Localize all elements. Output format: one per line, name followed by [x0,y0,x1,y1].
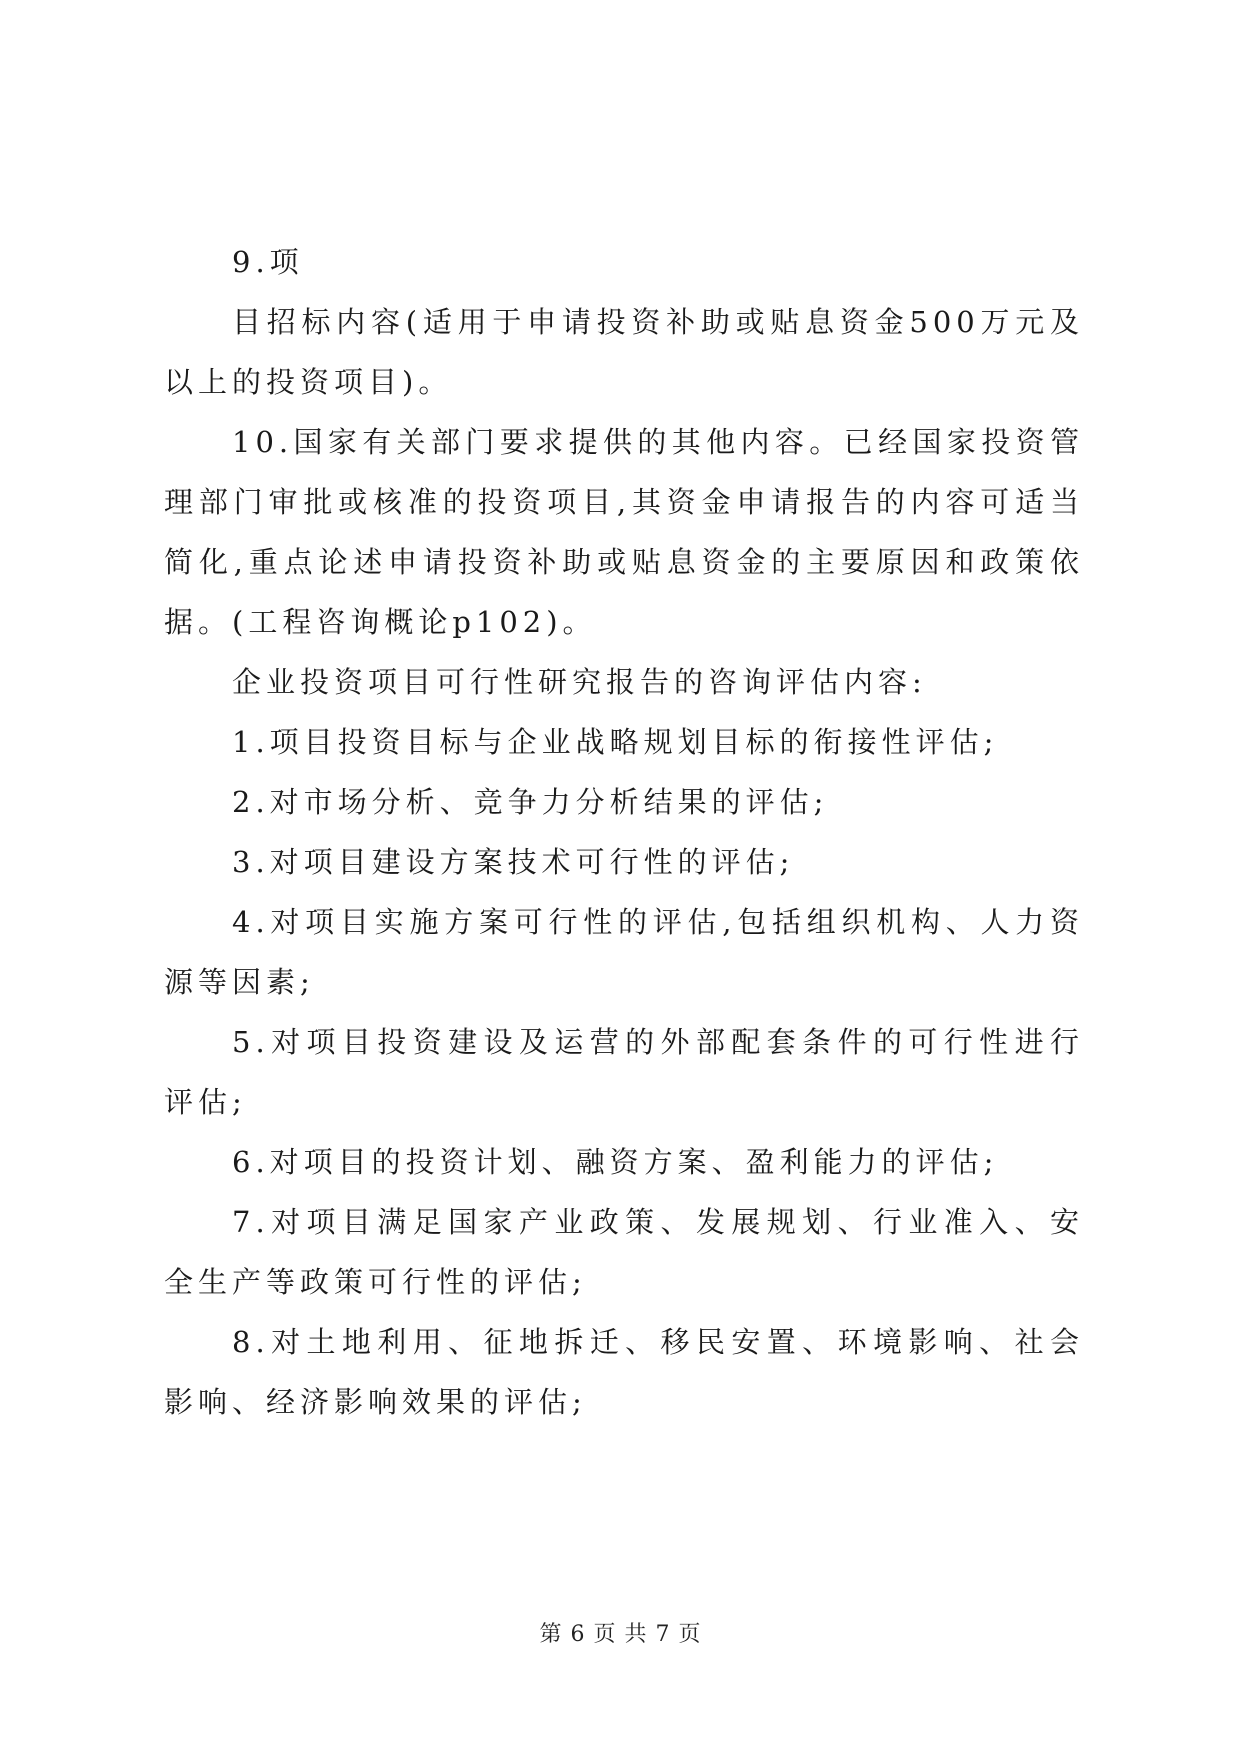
paragraph-assessment-8: 8.对土地利用、征地拆迁、移民安置、环境影响、社会影响、经济影响效果的评估; [164,1325,1084,1419]
paragraph-assessment-6: 6.对项目的投资计划、融资方案、盈利能力的评估; [232,1145,999,1179]
document-body [164,232,1084,1432]
paragraph-tendering-content: 目招标内容(适用于申请投资补助或贴息资金500万元及以上的投资项目)。 [164,305,1084,399]
paragraph-assessment-5: 5.对项目投资建设及运营的外部配套条件的可行性进行评估; [164,1025,1084,1119]
paragraph-assessment-heading: 企业投资项目可行性研究报告的咨询评估内容: [232,665,927,699]
paragraph-item-10: 10.国家有关部门要求提供的其他内容。已经国家投资管理部门审批或核准的投资项目,其资金申请报告的内容可适当简化,重点论述申请投资补助或贴息资金的主要原因和政策依据。(工程咨询概论p102)。 [164,425,1084,639]
paragraph-assessment-7: 7.对项目满足国家产业政策、发展规划、行业准入、安全生产等政策可行性的评估; [164,1205,1084,1299]
paragraph-assessment-3: 3.对项目建设方案技术可行性的评估; [232,845,795,879]
paragraph-assessment-4: 4.对项目实施方案可行性的评估,包括组织机构、人力资源等因素; [164,905,1084,999]
page-number-footer: 第 6 页 共 7 页 [539,1622,702,1647]
paragraph-item-9-fragment: 9.项 [232,245,304,279]
paragraph-assessment-1: 1.项目投资目标与企业战略规划目标的衔接性评估; [232,725,999,759]
paragraph-assessment-2: 2.对市场分析、竞争力分析结果的评估; [232,785,829,819]
